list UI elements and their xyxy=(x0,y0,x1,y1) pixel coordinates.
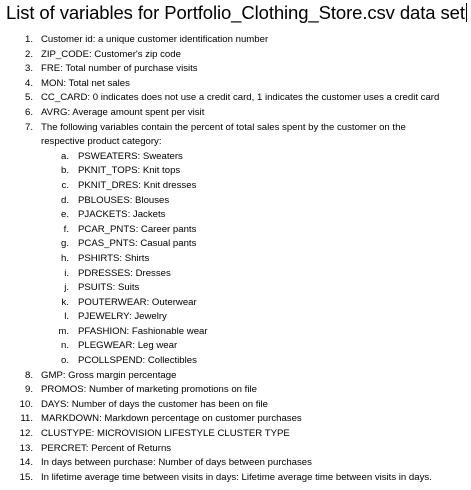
sub-list-item xyxy=(0,296,471,311)
list-item xyxy=(0,383,471,398)
list-item xyxy=(0,369,471,384)
sub-list-text: PCAS_PNTS: Casual pants xyxy=(78,238,197,250)
list-item xyxy=(0,471,471,486)
list-number: 1. xyxy=(24,34,33,45)
list-number: 8. xyxy=(24,369,33,381)
sub-list-item xyxy=(0,150,471,165)
list-text: CC_CARD: 0 indicates does not use a credit card, 1 indicates the customer uses a credit card xyxy=(41,92,440,104)
sub-list-text: POUTERWEAR: Outerwear xyxy=(78,296,197,308)
list-text: MARKDOWN: Markdown percentage on customer purchases xyxy=(41,413,302,425)
sub-list-item xyxy=(0,194,471,209)
sub-list-letter: g. xyxy=(60,238,69,250)
list-text: FRE: Total number of purchase visits xyxy=(41,63,198,75)
sub-list-item xyxy=(0,237,471,252)
sub-list-letter: m. xyxy=(58,325,69,337)
list-number: 7. xyxy=(24,121,33,133)
sub-list-letter: j. xyxy=(64,282,69,294)
list-item xyxy=(0,91,471,106)
list-item xyxy=(0,442,471,457)
list-number: 5. xyxy=(24,92,33,104)
sub-list-letter: b. xyxy=(60,165,69,177)
sub-list-item xyxy=(0,208,471,223)
list-item-continuation xyxy=(0,135,471,150)
list-text: AVRG: Average amount spent per visit xyxy=(41,106,205,118)
sub-list-letter: i. xyxy=(64,267,69,279)
sub-list-letter: a. xyxy=(60,150,69,162)
document-title[interactable] xyxy=(6,2,467,24)
list-text: In days between purchase: Number of days between purchases xyxy=(41,457,312,469)
sub-list-letter: l. xyxy=(64,311,69,323)
list-item xyxy=(0,427,471,442)
list-number: 13. xyxy=(19,442,33,454)
list-item xyxy=(0,33,471,48)
sub-list-text: PBLOUSES: Blouses xyxy=(78,194,170,206)
list-item xyxy=(0,121,471,136)
list-number: 4. xyxy=(24,77,33,89)
sub-list-text: PDRESSES: Dresses xyxy=(78,267,171,279)
list-item xyxy=(0,456,471,471)
list-number: 10. xyxy=(19,398,33,410)
sub-list-item xyxy=(0,252,471,267)
sub-list-letter: k. xyxy=(61,296,69,308)
list-text: The following variables contain the percent of total sales spent by the customer on the xyxy=(41,121,406,133)
sub-list-text: PJACKETS: Jackets xyxy=(78,209,166,221)
list-item xyxy=(0,398,471,413)
sub-list-letter: o. xyxy=(60,355,69,367)
list-item xyxy=(0,106,471,121)
sub-list-text: PCOLLSPEND: Collectibles xyxy=(78,355,197,367)
sub-list-item xyxy=(0,267,471,282)
sub-list-item xyxy=(0,223,471,238)
sub-list-item xyxy=(0,325,471,340)
sub-list-item xyxy=(0,281,471,296)
sub-list-letter: f. xyxy=(63,223,69,235)
sub-list-letter: n. xyxy=(60,340,69,352)
title-text: List of variables for Portfolio_Clothing_Store.csv data set xyxy=(6,2,465,23)
list-text: In lifetime average time between visits in days: Lifetime average time between visits in days. xyxy=(41,471,432,483)
sub-list-text: PCAR_PNTS: Career pants xyxy=(78,223,197,235)
list-number: 12. xyxy=(19,428,33,440)
list-text: Customer id: a unique customer identification number xyxy=(41,34,269,45)
sub-list-letter: h. xyxy=(60,252,69,264)
list-item xyxy=(0,48,471,63)
sub-list-text: PFASHION: Fashionable wear xyxy=(78,325,208,337)
sub-list-item xyxy=(0,164,471,179)
list-number: 11. xyxy=(20,413,33,425)
sub-list-text: PJEWELRY: Jewelry xyxy=(78,311,167,323)
sub-list-letter: d. xyxy=(60,194,69,206)
list-number: 15. xyxy=(19,471,33,483)
text-cursor xyxy=(466,3,467,22)
sub-list-text: PSWEATERS: Sweaters xyxy=(78,150,183,162)
list-text: DAYS: Number of days the customer has been on file xyxy=(41,398,268,410)
sub-list-text: PSHIRTS: Shirts xyxy=(78,252,150,264)
list-number: 14. xyxy=(19,457,33,469)
sub-list-text: PSUITS: Suits xyxy=(78,282,140,294)
list-text: CLUSTYPE: MICROVISION LIFESTYLE CLUSTER TYPE xyxy=(41,428,290,440)
sub-list-letter: e. xyxy=(60,209,69,221)
list-item xyxy=(0,412,471,427)
sub-list-text: PLEGWEAR: Leg wear xyxy=(78,340,178,352)
list-text: MON: Total net sales xyxy=(41,77,130,89)
list-text: ZIP_CODE: Customer's zip code xyxy=(41,48,181,60)
list-text: PERCRET: Percent of Returns xyxy=(41,442,172,454)
list-item xyxy=(0,62,471,77)
list-text: GMP: Gross margin percentage xyxy=(41,369,177,381)
sub-list-text: PKNIT_TOPS: Knit tops xyxy=(78,165,181,177)
list-text: respective product category: xyxy=(41,136,162,148)
list-item xyxy=(0,77,471,92)
sub-list-item xyxy=(0,354,471,369)
sub-list-item xyxy=(0,310,471,325)
list-number: 9. xyxy=(24,384,33,396)
sub-list-item xyxy=(0,339,471,354)
sub-list-item xyxy=(0,179,471,194)
list-text: PROMOS: Number of marketing promotions on file xyxy=(41,384,257,396)
sub-list-letter: c. xyxy=(61,179,69,191)
list-number: 3. xyxy=(24,63,33,75)
variable-list xyxy=(0,33,471,485)
sub-list-text: PKNIT_DRES: Knit dresses xyxy=(78,179,197,191)
list-number: 6. xyxy=(24,106,33,118)
list-number: 2. xyxy=(24,48,33,60)
